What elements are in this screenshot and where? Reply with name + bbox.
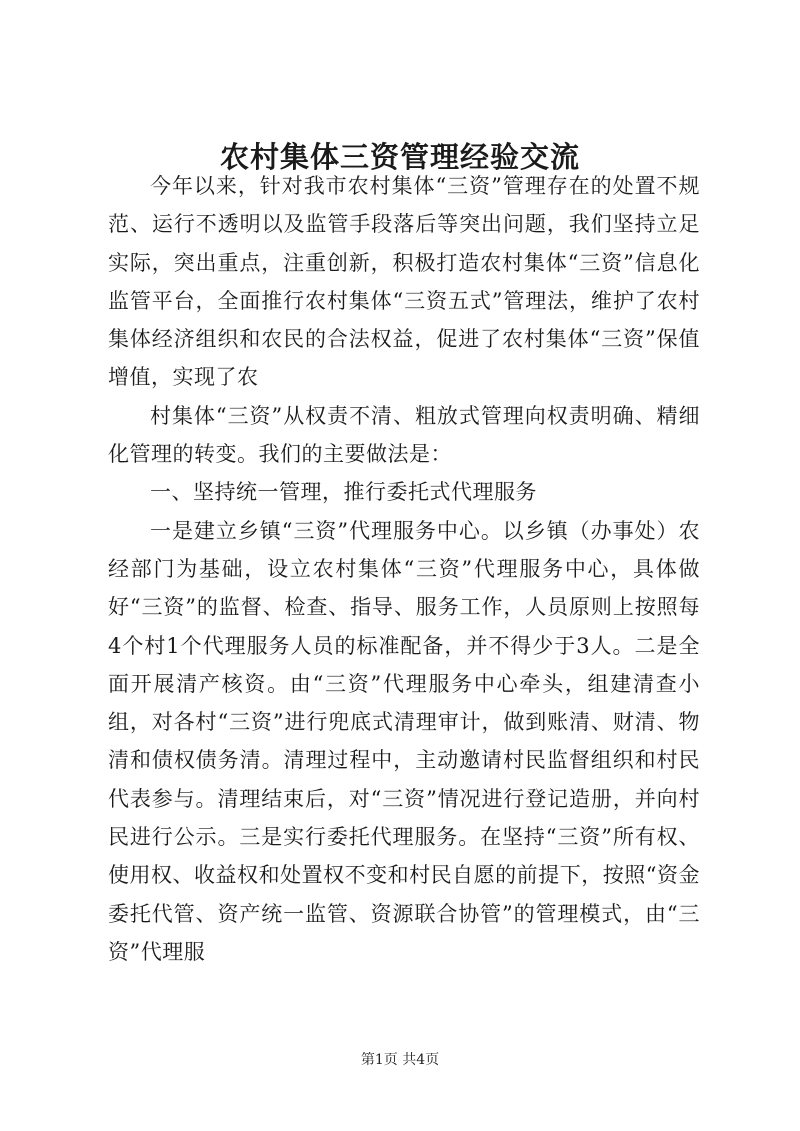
paragraph-continuation: 村集体“三资”从权责不清、粗放式管理向权责明确、精细化管理的转变。我们的主要做法是： — [108, 403, 700, 467]
page-number-label: 第1页 共4页 — [360, 1052, 440, 1068]
document-body — [108, 167, 700, 971]
document-title: 农村集体三资管理经验交流 — [219, 140, 580, 174]
section-heading-1: 一、坚持统一管理，推行委托式代理服务 — [150, 480, 537, 505]
page-footer — [0, 1050, 800, 1070]
paragraph-intro: 今年以来，针对我市农村集体“三资”管理存在的处置不规范、运行不透明以及监管手段落后等突出问题，我们坚持立足实际，突出重点，注重创新，积极打造农村集体“三资”信息化监管平台，全面推行农村集体“三资五式”管理法，维护了农村集体经济组织和农民的合法权益，促进了农村集体“三资”保值增值，实现了农 — [108, 174, 700, 390]
paragraph-measures: 一是建立乡镇“三资”代理服务中心。以乡镇（办事处）农经部门为基础，设立农村集体“三资”代理服务中心，具体做好“三资”的监督、检查、指导、服务工作，人员原则上按照每4个村1个代理服务人员的标准配备，并不得少于3人。二是全面开展清产核资。由“三资”代理服务中心牵头，组建清查小组，对各村“三资”进行兜底式清理审计，做到账清、财清、物清和债权债务清。清理过程中，主动邀请村民监督组织和村民代表参与。清理结束后，对“三资”情况进行登记造册，并向村民进行公示。三是实行委托代理服务。在坚持“三资”所有权、使用权、收益权和处置权不变和村民自愿的前提下，按照“资金委托代管、资产统一监管、资源联合协管”的管理模式，由“三资”代理服 — [108, 518, 700, 964]
